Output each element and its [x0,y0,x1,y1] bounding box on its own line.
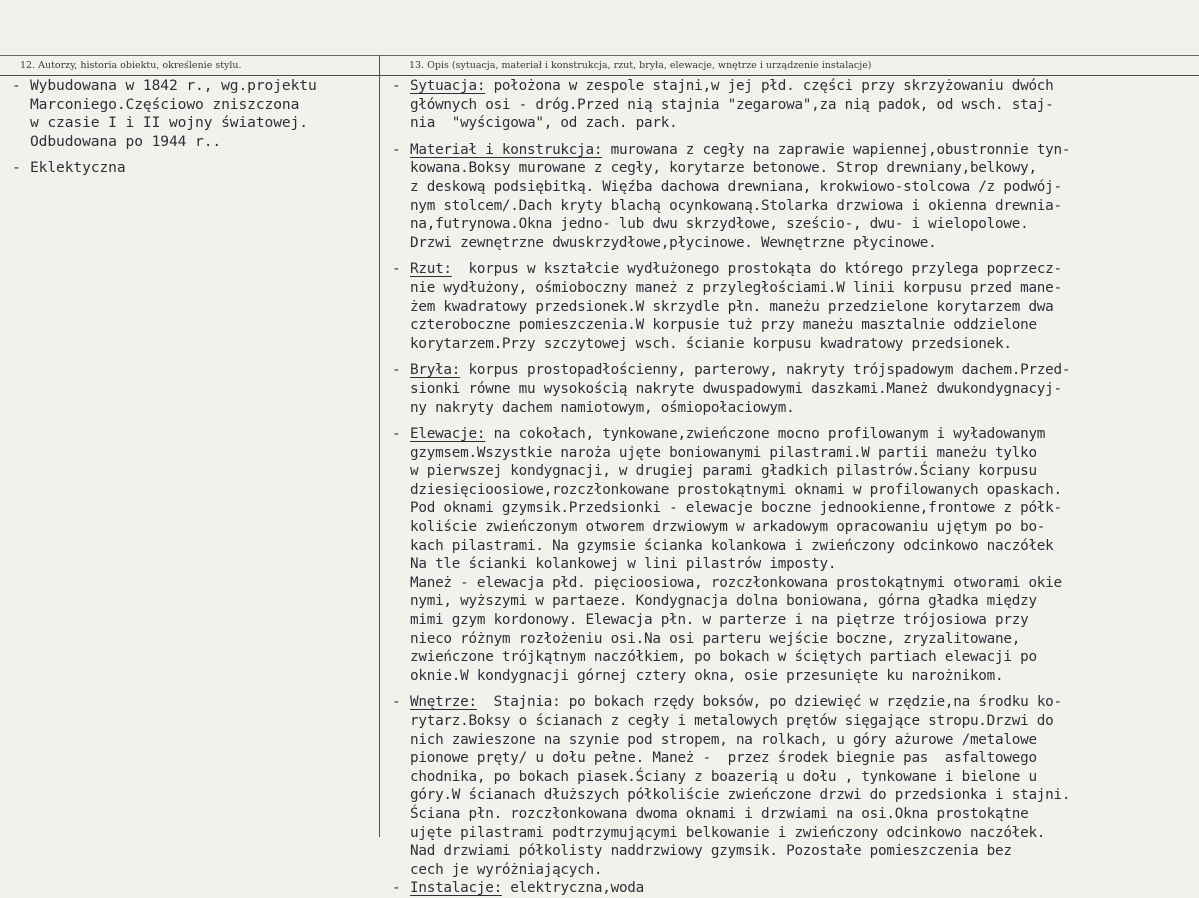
bullet-dash: - [392,261,401,278]
line-text: ny nakryty dachem namiotowym, ośmiopołaciowym. [410,399,795,416]
section-heading: Wnętrze: [410,694,477,711]
text-line [392,537,1197,556]
text-line [12,77,367,96]
text-line [392,712,1197,731]
text-line [392,592,1197,611]
text-line [392,518,1197,537]
paragraph-gap [392,353,1197,361]
paragraph-gap [392,685,1197,693]
line-text: Marconiego.Częściowo zniszczona [30,95,300,113]
line-text: chodnika, po bokach piasek.Ściany z boazerią u dołu , tynkowane i bielone u [410,768,1037,785]
line-text: góry.W ścianach dłuższych półkoliście zwieńczone drzwi do przedsionka i stajni. [410,787,1071,804]
text-line [392,335,1197,354]
text-line [392,444,1197,463]
paragraph-gap [392,133,1197,141]
section-12-header: 12. Autorzy, historia obiektu, określenie stylu. [20,60,242,71]
section-heading: Sytuacja: [410,78,486,94]
line-text: nich zawieszone na szynie pod stropem, na rolkach, u góry ażurowe /metalowe [410,731,1037,748]
bullet-dash: - [12,159,21,177]
paragraph-gap [392,252,1197,260]
text-line [392,215,1197,234]
line-text: nia "wyścigowa", od zach. park. [410,115,678,132]
text-line [12,159,367,178]
line-text: czteroboczne pomieszczenia.W korpusie tuż przy maneżu masztalnie oddzielone [410,317,1037,334]
line-text: zwieńczone trójkątnym naczółkiem, po bokach w ściętych partiach elewacji po [410,649,1037,666]
text-line [392,574,1197,593]
section-13-header: 13. Opis (sytuacja, materiał i konstrukcja, rzut, bryła, elewacje, wnętrze i urządzenie instalacje) [409,60,872,71]
line-text: kach pilastrami. Na gzymsie ścianka kolankowa i zwieńczony odcinkowo naczółek [410,537,1054,554]
top-divider [0,55,1199,56]
line-text: sionki równe mu wysokością nakryte dwuspadowymi daszkami.Maneż dwukondygnacyj- [410,380,1062,397]
line-text: na,futrynowa.Okna jedno- lub dwu skrzydłowe, sześcio-, dwu- i wielopolowe. [410,216,1029,233]
text-line [392,399,1197,418]
text-line [392,555,1197,574]
line-text: korpus prostopadłościenny, parterowy, nakryty trójspadowym dachem.Przed- [460,362,1071,379]
text-line [392,279,1197,298]
section-heading: Rzut: [410,261,452,278]
bullet-dash: - [392,141,401,158]
text-line [392,861,1197,880]
line-text: rytarz.Boksy o ścianach z cegły i metalowych prętów sięgające stropu.Drzwi do [410,713,1054,729]
text-line [392,178,1197,197]
text-line [392,316,1197,335]
column-divider [379,55,380,837]
line-text: elektryczna,woda [501,880,645,897]
line-text: nie wydłużony, ośmioboczny maneż z przyległościami.W linii korpusu przed mane- [410,279,1062,296]
bullet-dash: - [392,880,401,897]
text-line [392,749,1197,768]
header-divider [0,75,1199,76]
line-text: dziesięcioosiowe,rozczłonkowane prostokątnymi oknami w profilowanych opaskach. [410,481,1062,498]
text-line [12,133,367,152]
bullet-dash: - [392,426,401,443]
authors-history-column [12,77,367,178]
text-line [392,611,1197,630]
bullet-dash: - [392,362,401,379]
text-line [392,805,1197,824]
line-text: Nad drzwiami półkolisty naddrzwiowy gzymsik. Pozostałe pomieszczenia bez [410,843,1012,860]
line-text: z deskową podsiębitką. Więźba dachowa drewniana, krokwiowo-stolcowa /z podwój- [410,178,1062,195]
line-text: Ściana płn. rozczłonkowana dwoma oknami i drzwiami na osi.Okna prostokątne [410,805,1029,822]
line-text: żem kwadratowy przedsionek.W skrzydle płn. maneżu przedzielone korytarzem dwa [410,298,1054,315]
text-line [392,630,1197,649]
paragraph-gap [392,417,1197,425]
text-line [392,425,1197,444]
section-heading: Elewacje: [410,426,486,443]
text-line [392,114,1197,133]
text-line [392,731,1197,750]
bullet-dash: - [392,694,401,711]
text-line [392,786,1197,805]
text-line [392,298,1197,317]
line-text: mimi gzym kordonowy. Elewacja płn. w parterze i na piętrze trójosiowa przy [410,612,1029,629]
text-line [392,768,1197,787]
section-heading: Instalacje: [410,880,502,897]
text-line [392,260,1197,279]
line-text: cech je wyróżniających. [410,861,603,878]
line-text: ujęte pilastrami podtrzymującymi belkowanie i zwieńczony odcinkowo naczółek. [410,824,1046,841]
text-line [392,159,1197,178]
text-line [392,77,1197,96]
line-text: Maneż - elewacja płd. pięcioosiowa, rozczłonkowana prostokątnymi otworami okie [410,574,1062,591]
line-text: korytarzem.Przy szczytowej wsch. ścianie korpusu kwadratowy przedsionek. [410,335,1012,352]
line-text: koliście zwieńczonym otworem drzwiowym w arkadowym opracowaniu ujętym po bo- [410,519,1046,536]
text-line [392,141,1197,160]
text-line [392,824,1197,843]
line-text: głównych osi - dróg.Przed nią stajnia "zegarowa",za nią padok, od wsch. staj- [410,96,1054,113]
text-line [392,499,1197,518]
line-text: korpus w kształcie wydłużonego prostokąta do którego przylega poprzecz- [451,261,1062,278]
text-line [392,481,1197,500]
text-line [392,380,1197,399]
text-line [12,114,367,133]
line-text: Drzwi zewnętrzne dwuskrzydłowe,płycinowe. Wewnętrzne płycinowe. [410,234,937,251]
text-line [392,693,1197,712]
section-heading: Materiał i konstrukcja: [410,141,603,158]
bullet-dash: - [12,77,21,94]
text-line [392,361,1197,380]
line-text: Wybudowana w 1842 r., wg.projektu [30,77,317,94]
line-text: nym stolcem/.Dach kryty blachą ocynkowaną.Stolarka drzwiowa i okienna drewnia- [410,197,1062,214]
line-text: Eklektyczna [30,159,126,177]
text-line [392,648,1197,667]
line-text: murowana z cegły na zaprawie wapiennej,obustronnie tyn- [602,141,1071,158]
text-line [12,96,367,115]
text-line [392,96,1197,115]
text-line [392,667,1197,686]
line-text: pionowe pręty/ u dołu pełne. Maneż - przez środek biegnie pas asfaltowego [410,750,1037,767]
line-text: nymi, wyższymi w partaeze. Kondygnacja dolna boniowana, górna gładka między [410,593,1037,610]
text-line [392,462,1197,481]
line-text: Na tle ścianki kolankowej w lini pilastrów imposty. [410,556,837,573]
line-text: Odbudowana po 1944 r.. [30,132,222,150]
text-line [392,842,1197,861]
description-column [392,77,1197,898]
section-heading: Bryła: [410,362,461,379]
text-line [392,879,1197,898]
line-text: oknie.W kondygnacji górnej cztery okna, osie przesunięte ku narożnikom. [410,667,1004,684]
line-text: na cokołach, tynkowane,zwieńczone mocno profilowanym i wyładowanym [485,426,1046,443]
paragraph-gap [12,151,367,159]
bullet-dash: - [392,78,401,94]
line-text: położona w zespole stajni,w jej płd. części przy skrzyżowaniu dwóch [485,78,1054,94]
line-text: w pierwszej kondygnacji, w drugiej parami gładkich pilastrów.Ściany korpusu [410,463,1037,480]
line-text: gzymsem.Wszystkie naroża ujęte boniowanymi pilastrami.W partii maneżu tylko [410,444,1037,461]
line-text: w czasie I i II wojny światowej. [30,114,308,132]
line-text: kowana.Boksy murowane z cegły, korytarze betonowe. Strop drewniany,belkowy, [410,160,1037,177]
text-line [392,234,1197,253]
line-text: Stajnia: po bokach rzędy boksów, po dziewięć w rzędzie,na środku ko- [476,694,1062,711]
line-text: nieco różnym rozłożeniu osi.Na osi parteru wejście boczne, zryzalitowane, [410,630,1021,647]
text-line [392,197,1197,216]
line-text: Pod oknami gzymsik.Przedsionki - elewacje boczne jednookienne,frontowe z półk- [410,500,1062,517]
